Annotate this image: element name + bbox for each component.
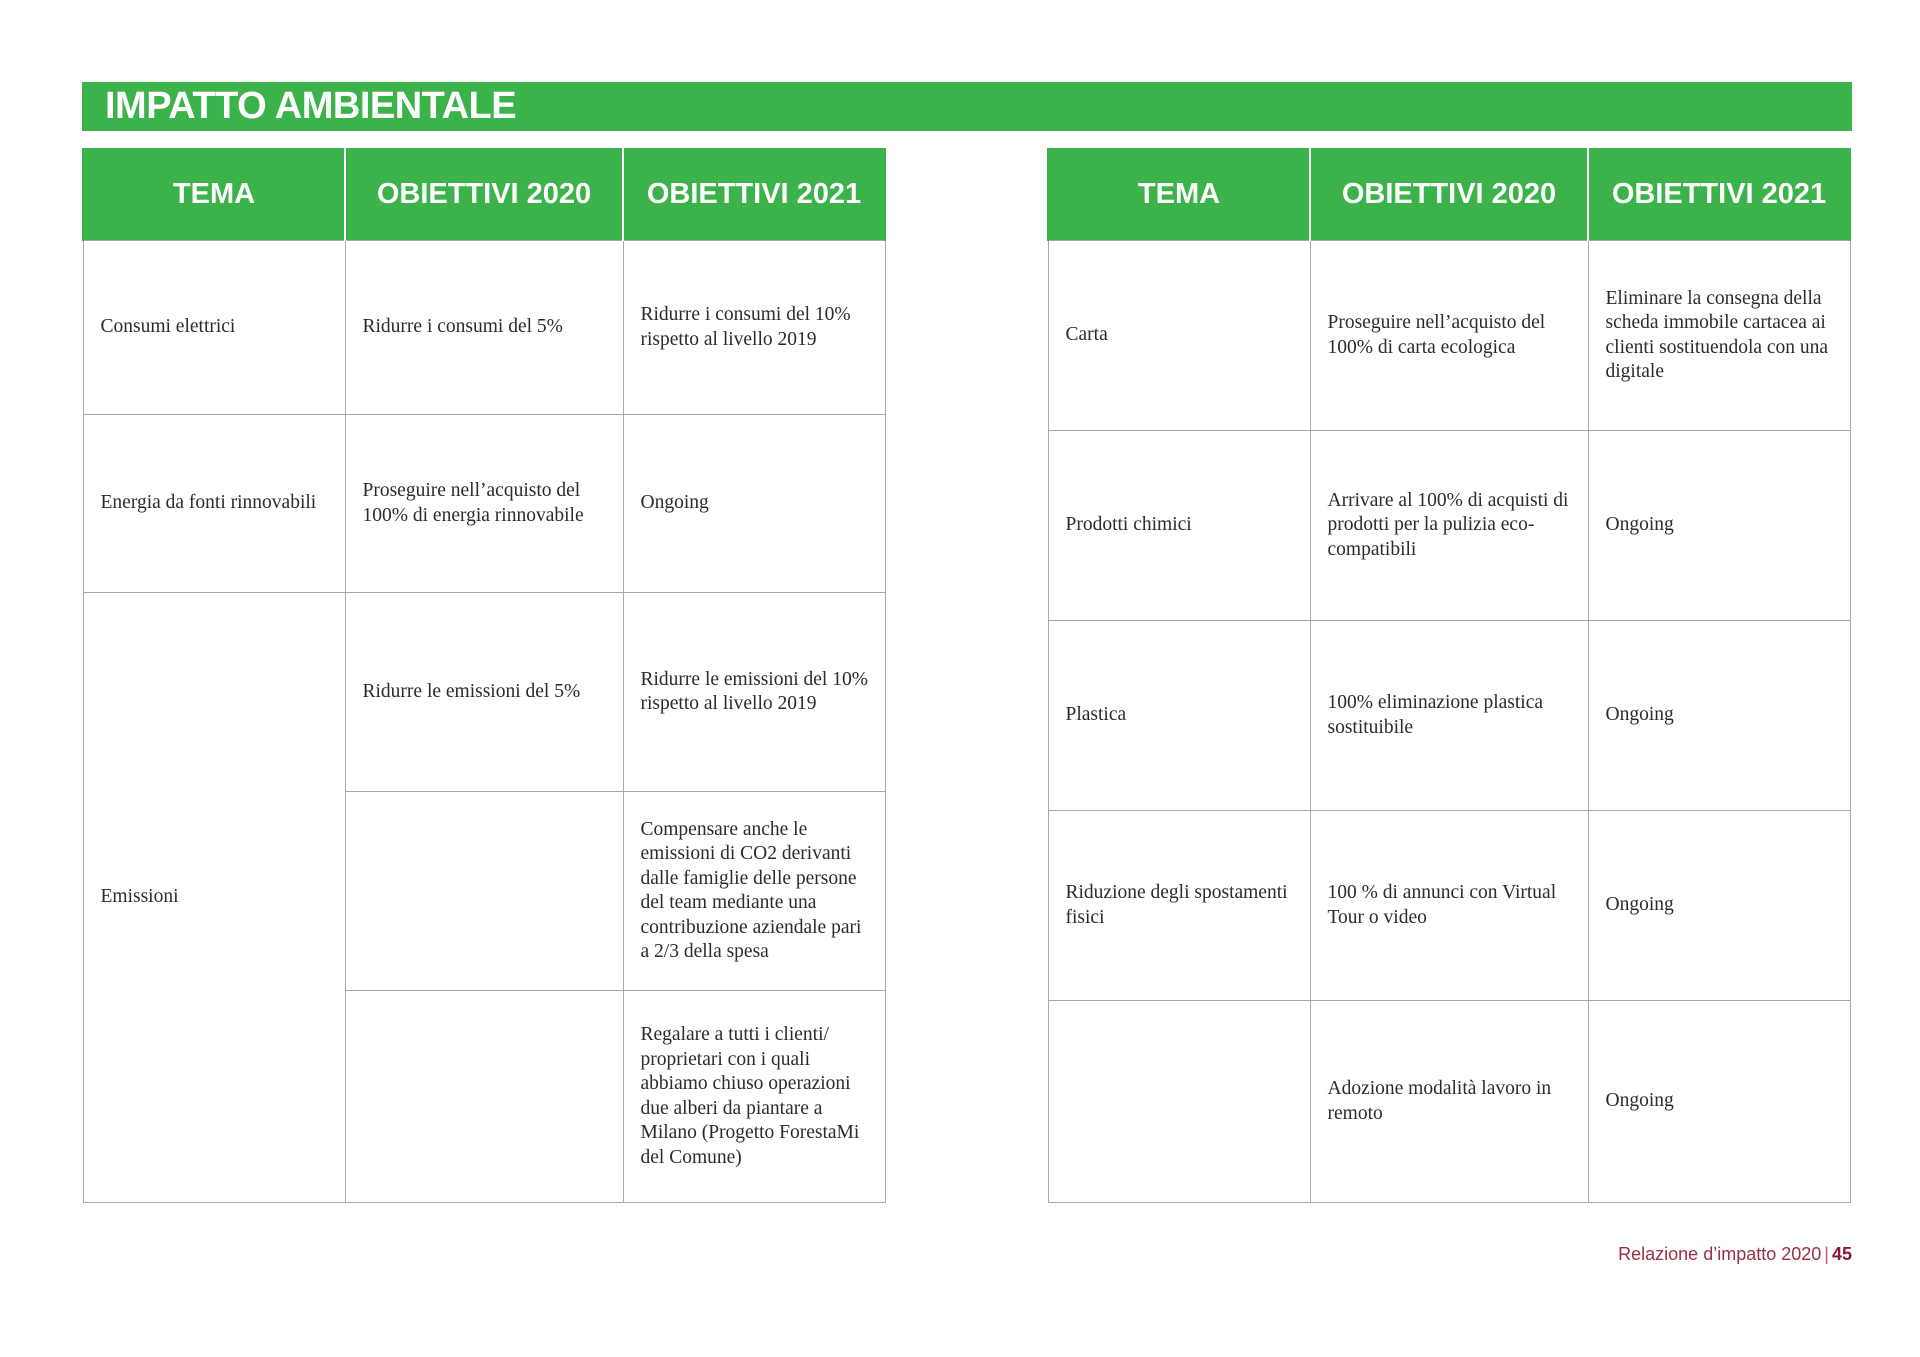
- header-obiettivi-2020: OBIETTIVI 2020: [1310, 148, 1588, 241]
- cell-tema: Prodotti chimici: [1048, 431, 1310, 621]
- cell-obiettivi-2021: Ridurre i consumi del 10% rispetto al livello 2019: [623, 241, 885, 415]
- table-header-row: [1048, 148, 1850, 241]
- table-header-row: [83, 148, 885, 241]
- cell-tema: Riduzione degli spostamenti fisici: [1048, 811, 1310, 1001]
- cell-obiettivi-2020: Ridurre i consumi del 5%: [345, 241, 623, 415]
- cell-tema: [1048, 1001, 1310, 1203]
- footer-separator: |: [1824, 1244, 1829, 1264]
- footer-text: Relazione d’impatto 2020: [1618, 1244, 1822, 1264]
- table-row: [1048, 621, 1850, 811]
- cell-obiettivi-2021: Ongoing: [1588, 431, 1850, 621]
- table-right: [1047, 148, 1851, 1203]
- header-obiettivi-2021: OBIETTIVI 2021: [1588, 148, 1850, 241]
- cell-obiettivi-2021: Ongoing: [623, 415, 885, 593]
- table-row: [1048, 1001, 1850, 1203]
- header-tema: TEMA: [83, 148, 345, 241]
- cell-tema: Emissioni: [83, 593, 345, 1203]
- cell-obiettivi-2020: [345, 792, 623, 991]
- cell-tema: Energia da fonti rinnovabili: [83, 415, 345, 593]
- cell-obiettivi-2021: Regalare a tutti i clienti/ proprietari con i quali abbiamo chiuso operazioni due alberi da piantare a Milano (Progetto ForestaMi del Comune): [623, 991, 885, 1203]
- table-row: [1048, 811, 1850, 1001]
- cell-obiettivi-2021: Eliminare la consegna della scheda immobile cartacea ai clienti sostituendola con una digitale: [1588, 241, 1850, 431]
- cell-obiettivi-2020: Ridurre le emissioni del 5%: [345, 593, 623, 792]
- cell-obiettivi-2020: Proseguire nell’acquisto del 100% di energia rinnovabile: [345, 415, 623, 593]
- cell-obiettivi-2020: Adozione modalità lavoro in remoto: [1310, 1001, 1588, 1203]
- cell-tema: Carta: [1048, 241, 1310, 431]
- cell-obiettivi-2021: Ongoing: [1588, 621, 1850, 811]
- cell-tema: Plastica: [1048, 621, 1310, 811]
- table-row: [83, 241, 885, 415]
- header-tema: TEMA: [1048, 148, 1310, 241]
- cell-tema: Consumi elettrici: [83, 241, 345, 415]
- cell-obiettivi-2021: Ongoing: [1588, 811, 1850, 1001]
- table-row: [1048, 241, 1850, 431]
- cell-obiettivi-2021: Ongoing: [1588, 1001, 1850, 1203]
- table-row: [83, 593, 885, 792]
- cell-obiettivi-2020: [345, 991, 623, 1203]
- table-left: [82, 148, 886, 1203]
- cell-obiettivi-2021: Ridurre le emissioni del 10% rispetto al livello 2019: [623, 593, 885, 792]
- section-title-bar: [82, 82, 1852, 131]
- section-title: IMPATTO AMBIENTALE: [105, 85, 517, 127]
- table-row: [1048, 431, 1850, 621]
- page-footer: [1618, 1244, 1852, 1265]
- page-number: 45: [1831, 1244, 1852, 1264]
- table-row: [83, 415, 885, 593]
- cell-obiettivi-2020: Proseguire nell’acquisto del 100% di carta ecologica: [1310, 241, 1588, 431]
- cell-obiettivi-2021: Compensare anche le emissioni di CO2 derivanti dalle famiglie delle persone del team mediante una contribuzione aziendale pari a 2/3 della spesa: [623, 792, 885, 991]
- header-obiettivi-2021: OBIETTIVI 2021: [623, 148, 885, 241]
- cell-obiettivi-2020: 100 % di annunci con Virtual Tour o video: [1310, 811, 1588, 1001]
- cell-obiettivi-2020: Arrivare al 100% di acquisti di prodotti per la pulizia eco-compatibili: [1310, 431, 1588, 621]
- cell-obiettivi-2020: 100% eliminazione plastica sostituibile: [1310, 621, 1588, 811]
- header-obiettivi-2020: OBIETTIVI 2020: [345, 148, 623, 241]
